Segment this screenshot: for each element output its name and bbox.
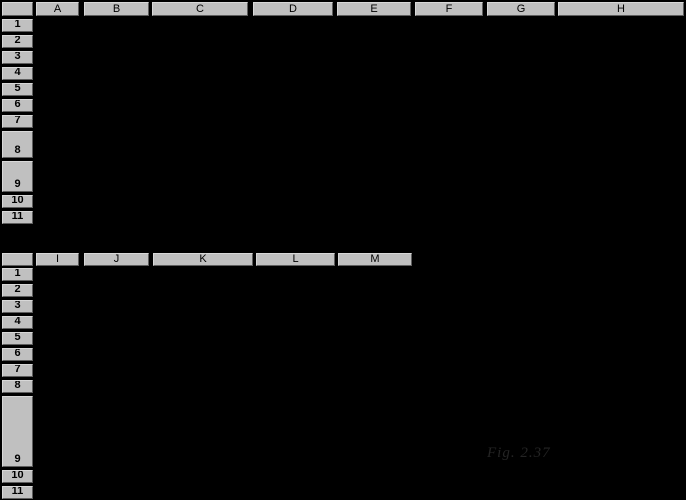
sheet1-column-header-D[interactable]: D — [253, 2, 333, 16]
sheet1-row-header-3[interactable]: 3 — [2, 51, 33, 64]
sheet2-column-header-L[interactable]: L — [256, 253, 335, 266]
sheet1-column-header-G[interactable]: G — [487, 2, 555, 16]
sheet1-column-header-A[interactable]: A — [36, 2, 79, 16]
sheet2-column-header-M[interactable]: M — [338, 253, 412, 266]
sheet2-row-header-2[interactable]: 2 — [2, 284, 33, 297]
sheet1-row-header-5[interactable]: 5 — [2, 83, 33, 96]
sheet2-column-header-K[interactable]: K — [153, 253, 253, 266]
sheet1-row-header-1[interactable]: 1 — [2, 19, 33, 32]
sheet2-select-all-corner[interactable] — [2, 253, 33, 266]
sheet2-row-header-10[interactable]: 10 — [2, 470, 33, 483]
sheet1-select-all-corner[interactable] — [2, 2, 33, 16]
sheet2-row-header-4[interactable]: 4 — [2, 316, 33, 329]
sheet2-row-header-1[interactable]: 1 — [2, 268, 33, 281]
sheet2-column-header-I[interactable]: I — [36, 253, 79, 266]
sheet2-row-header-6[interactable]: 6 — [2, 348, 33, 361]
sheet1-row-header-8[interactable]: 8 — [2, 131, 33, 158]
sheet1-row-header-9[interactable]: 9 — [2, 161, 33, 192]
sheet1-column-header-C[interactable]: C — [152, 2, 248, 16]
sheet1-row-header-2[interactable]: 2 — [2, 35, 33, 48]
sheet1-row-header-4[interactable]: 4 — [2, 67, 33, 80]
sheet2-row-header-9[interactable]: 9 — [2, 396, 33, 467]
sheet1-column-header-B[interactable]: B — [84, 2, 149, 16]
sheet2-row-header-11[interactable]: 11 — [2, 486, 33, 499]
sheet2-row-header-3[interactable]: 3 — [2, 300, 33, 313]
sheet2-column-header-J[interactable]: J — [84, 253, 149, 266]
sheet1-column-header-F[interactable]: F — [415, 2, 483, 16]
sheet1-column-header-E[interactable]: E — [337, 2, 411, 16]
sheet2-row-header-5[interactable]: 5 — [2, 332, 33, 345]
sheet1-column-header-H[interactable]: H — [558, 2, 684, 16]
figure-caption: Fig. 2.37 — [487, 445, 551, 461]
sheet2-row-header-7[interactable]: 7 — [2, 364, 33, 377]
sheet1-row-header-10[interactable]: 10 — [2, 195, 33, 208]
sheet2-row-header-8[interactable]: 8 — [2, 380, 33, 393]
sheet1-row-header-11[interactable]: 11 — [2, 211, 33, 224]
sheet1-row-header-7[interactable]: 7 — [2, 115, 33, 128]
sheet1-row-header-6[interactable]: 6 — [2, 99, 33, 112]
